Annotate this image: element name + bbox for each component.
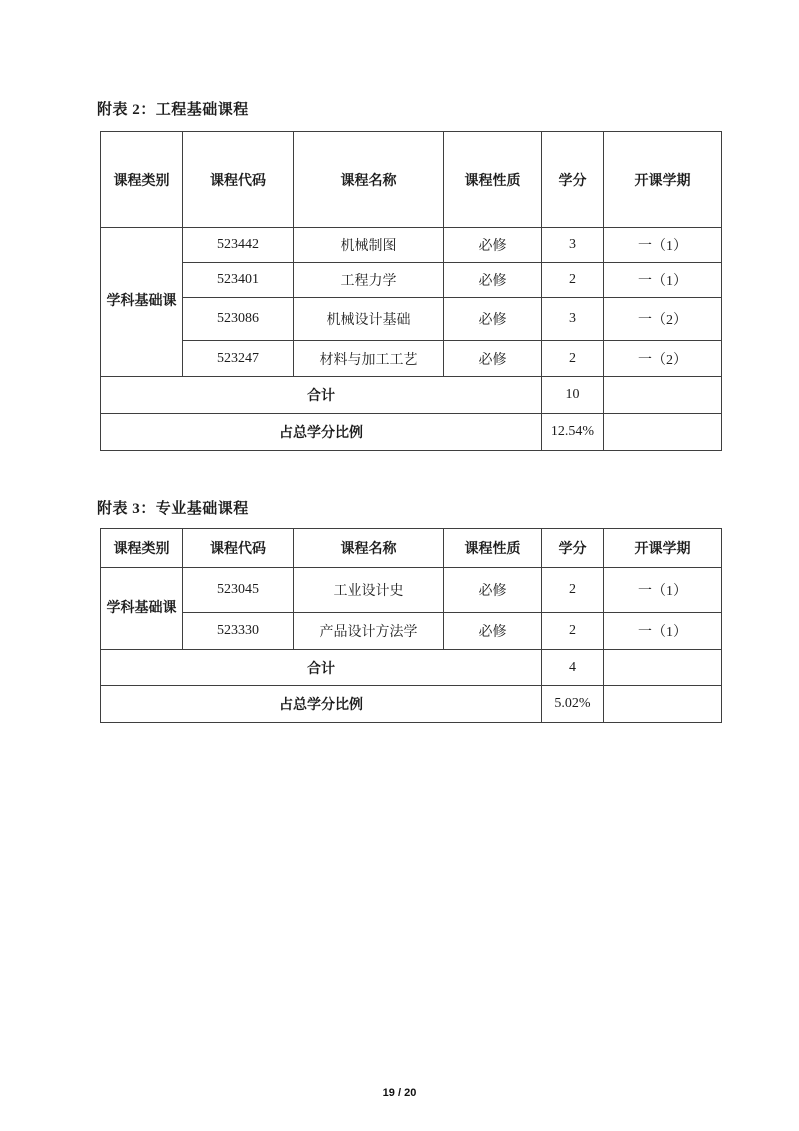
category-cell: 学科基础课 — [101, 228, 183, 377]
course-name: 工业设计史 — [294, 568, 444, 613]
header-course-category: 课程类别 — [101, 132, 183, 228]
ratio-label: 占总学分比例 — [101, 414, 542, 451]
category-cell: 学科基础课 — [101, 568, 183, 650]
table-row — [101, 341, 722, 377]
course-semester: 一（2） — [604, 298, 722, 341]
total-row — [101, 377, 722, 414]
table-row — [101, 263, 722, 298]
course-code: 523401 — [183, 263, 294, 298]
course-name: 工程力学 — [294, 263, 444, 298]
course-nature: 必修 — [444, 613, 542, 650]
table-row — [101, 228, 722, 263]
total-credits: 4 — [542, 650, 604, 686]
total-credits: 10 — [542, 377, 604, 414]
course-semester: 一（1） — [604, 613, 722, 650]
course-semester: 一（1） — [604, 568, 722, 613]
empty-cell — [604, 414, 722, 451]
course-code: 523086 — [183, 298, 294, 341]
course-name: 材料与加工工艺 — [294, 341, 444, 377]
header-course-category: 课程类别 — [101, 529, 183, 568]
header-course-nature: 课程性质 — [444, 529, 542, 568]
header-semester: 开课学期 — [604, 132, 722, 228]
professional-foundation-course-table — [100, 528, 722, 723]
course-credits: 2 — [542, 568, 604, 613]
appendix-table-2-title: 附表 2：工程基础课程 — [97, 102, 249, 118]
engineering-foundation-course-table — [100, 131, 722, 451]
table-row — [101, 613, 722, 650]
course-code: 523330 — [183, 613, 294, 650]
total-row — [101, 650, 722, 686]
course-credits: 2 — [542, 341, 604, 377]
header-credits: 学分 — [542, 132, 604, 228]
table-header-row — [101, 132, 722, 228]
header-semester: 开课学期 — [604, 529, 722, 568]
course-credits: 2 — [542, 613, 604, 650]
ratio-row — [101, 414, 722, 451]
header-credits: 学分 — [542, 529, 604, 568]
course-credits: 2 — [542, 263, 604, 298]
course-name: 产品设计方法学 — [294, 613, 444, 650]
course-semester: 一（1） — [604, 263, 722, 298]
course-semester: 一（1） — [604, 228, 722, 263]
course-credits: 3 — [542, 298, 604, 341]
total-label: 合计 — [101, 377, 542, 414]
course-name: 机械设计基础 — [294, 298, 444, 341]
table-row — [101, 298, 722, 341]
ratio-label: 占总学分比例 — [101, 686, 542, 723]
course-nature: 必修 — [444, 568, 542, 613]
empty-cell — [604, 686, 722, 723]
page-number: 19 / 20 — [382, 1087, 417, 1099]
header-course-name: 课程名称 — [294, 132, 444, 228]
ratio-value: 5.02% — [542, 686, 604, 723]
ratio-value: 12.54% — [542, 414, 604, 451]
course-nature: 必修 — [444, 298, 542, 341]
course-semester: 一（2） — [604, 341, 722, 377]
empty-cell — [604, 377, 722, 414]
empty-cell — [604, 650, 722, 686]
course-name: 机械制图 — [294, 228, 444, 263]
header-course-nature: 课程性质 — [444, 132, 542, 228]
course-nature: 必修 — [444, 228, 542, 263]
course-code: 523045 — [183, 568, 294, 613]
total-label: 合计 — [101, 650, 542, 686]
course-nature: 必修 — [444, 263, 542, 298]
header-course-code: 课程代码 — [183, 132, 294, 228]
course-code: 523442 — [183, 228, 294, 263]
table-row — [101, 568, 722, 613]
appendix-table-3-title: 附表 3：专业基础课程 — [97, 501, 249, 517]
course-credits: 3 — [542, 228, 604, 263]
ratio-row — [101, 686, 722, 723]
header-course-name: 课程名称 — [294, 529, 444, 568]
header-course-code: 课程代码 — [183, 529, 294, 568]
course-nature: 必修 — [444, 341, 542, 377]
table-header-row — [101, 529, 722, 568]
course-code: 523247 — [183, 341, 294, 377]
